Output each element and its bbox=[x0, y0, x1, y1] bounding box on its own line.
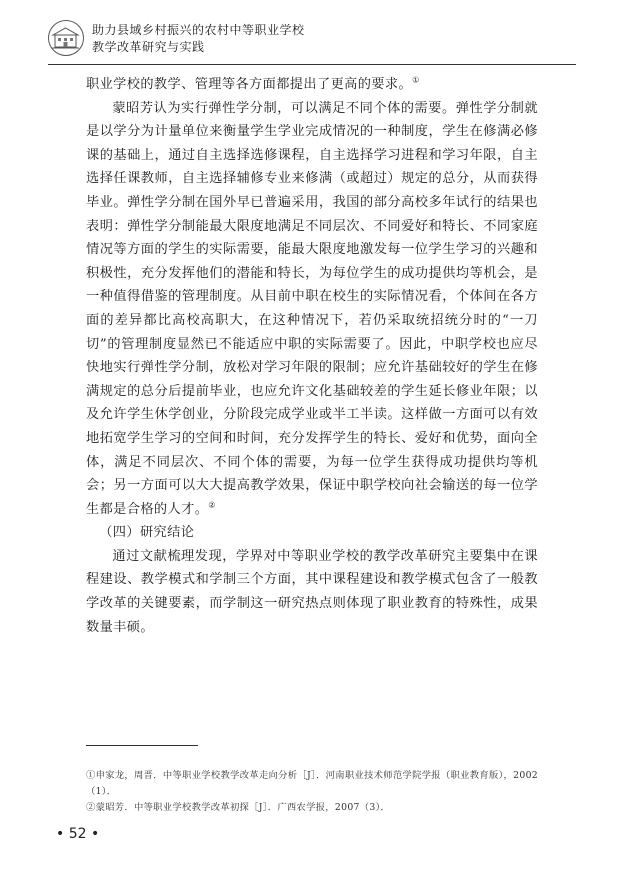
main-text bbox=[86, 73, 538, 639]
paragraph-2-text: 蒙昭芳认为实行弹性学分制，可以满足不同个体的需要。弹性学分制就是以学分为计量单位来衡量学生学业完成情况的一种制度，学生在修满必修课的基础上，通过自主选择选修课程，自主选择学习进程和学习年限，自主选择任课教师，自主选择辅修专业来修满（或超过）规定的总分，从而获得毕业。弹性学分制在国外早已普遍采用，我国的部分高校多年试行的结果也表明：弹性学分制能最大限度地满足不同层次、不同爱好和特长、不同家庭情况等方面的学生的实际需要，能最大限度地激发每一位学生学习的兴趣和积极性，充分发挥他们的潜能和特长，为每位学生的成功提供均等机会，是一种值得借鉴的管理制度。从目前中职在校生的实际情况看，个体间在各方面的差异都比高校高职大，在这种情况下，若仍采取统招统分时的“一刀切”的管理制度显然已不能适应中职的实际需要了。因此，中职学校也应尽快地实行弹性学分制，放松对学习年限的限制；应允许基础较好的学生在修满规定的总分后提前毕业，也应允许文化基础较差的学生延长修业年限；以及允许学生休学创业，分阶段完成学业或半工半读。这样做一方面可以有效地拓宽学生学习的空间和时间，充分发挥学生的特长、爱好和优势，面向全体，满足不同层次、不同个体的需要，为每一位学生获得成功提供均等机会；另一方面可以大大提高教学效果，保证中职学校向社会输送的每一位学生都是合格的人才。 bbox=[86, 100, 538, 517]
paragraph-2 bbox=[86, 97, 538, 522]
running-header bbox=[48, 20, 568, 64]
footnote-1: ①申家龙，周晋．中等职业学校教学改革走向分析［J］．河南职业技术师范学院学报（职业教育版），2002（1）． bbox=[86, 770, 538, 797]
footnote-divider bbox=[86, 745, 198, 746]
header-divider bbox=[48, 64, 576, 65]
page-number: • 52 • bbox=[56, 826, 100, 842]
book-title-line-1: 助力县域乡村振兴的农村中等职业学校 bbox=[92, 23, 305, 37]
paragraph-1-text: 职业学校的教学、管理等各方面都提出了更高的要求。 bbox=[86, 77, 413, 92]
section-heading: （四）研究结论 bbox=[99, 525, 195, 541]
book-title bbox=[92, 22, 305, 56]
footnotes bbox=[86, 768, 538, 817]
school-building-logo-icon bbox=[48, 20, 84, 56]
footnote-ref-2: ② bbox=[208, 500, 216, 510]
footnote-ref-1: ① bbox=[412, 75, 420, 85]
footnote-2: ②蒙昭芳．中等职业学校教学改革初探［J］．广西农学报，2007（3）． bbox=[86, 802, 391, 813]
paragraph-1 bbox=[86, 73, 538, 97]
paragraph-3: 通过文献梳理发现，学界对中等职业学校的教学改革研究主要集中在课程建设、教学模式和学制三个方面，其中课程建设和教学模式包含了一般教学改革的关键要素，而学制这一研究热点则体现了职业教育的特殊性，成果数量丰硕。 bbox=[86, 548, 538, 635]
book-title-line-2: 教学改革研究与实践 bbox=[92, 40, 205, 54]
